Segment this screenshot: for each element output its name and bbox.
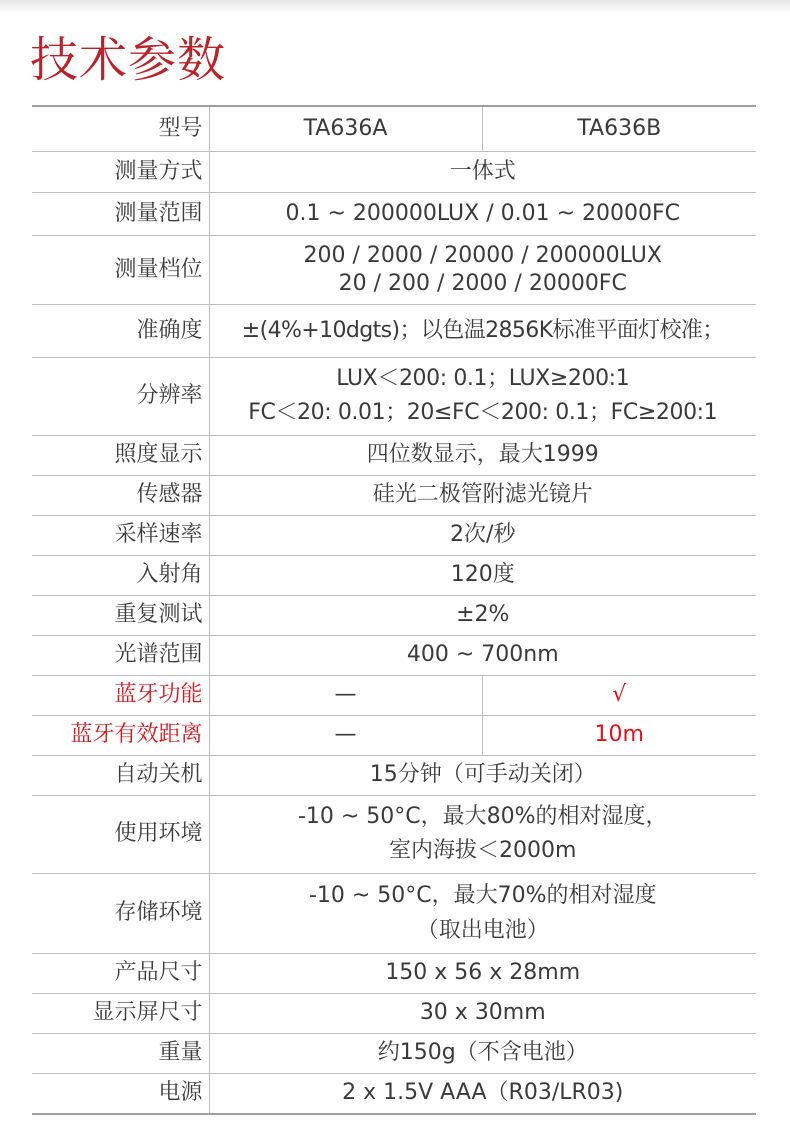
row-value bbox=[209, 357, 756, 435]
row-value: 120度 bbox=[209, 555, 756, 595]
value-line: （取出电池） bbox=[416, 918, 549, 943]
value-line: 20 / 200 / 2000 / 20000FC bbox=[338, 270, 627, 296]
model-a: TA636A bbox=[209, 106, 482, 151]
row-label: 重量 bbox=[32, 1033, 209, 1073]
row-value: 四位数显示，最大1999 bbox=[209, 435, 756, 475]
row-value-b: √ bbox=[482, 675, 756, 715]
model-b: TA636B bbox=[482, 106, 756, 151]
table-row bbox=[32, 304, 756, 357]
row-value-a: — bbox=[209, 715, 482, 755]
table-row bbox=[32, 755, 756, 795]
row-value bbox=[209, 873, 756, 953]
table-row bbox=[32, 235, 756, 304]
row-value-a: — bbox=[209, 675, 482, 715]
row-value bbox=[209, 235, 756, 304]
row-label: 入射角 bbox=[32, 555, 209, 595]
row-label: 重复测试 bbox=[32, 595, 209, 635]
value-line: -10 ~ 50°C，最大80%的相对湿度， bbox=[297, 804, 668, 829]
row-value: ±(4%+10dgts)；以色温2856K标准平面灯校准； bbox=[209, 304, 756, 357]
row-label: 蓝牙有效距离 bbox=[32, 715, 209, 755]
value-line: FC＜20: 0.01；20≤FC＜200: 0.1；FC≥200:1 bbox=[248, 400, 718, 425]
row-label: 采样速率 bbox=[32, 515, 209, 555]
table-row bbox=[32, 993, 756, 1033]
row-label: 光谱范围 bbox=[32, 635, 209, 675]
row-value: 15分钟（可手动关闭） bbox=[209, 755, 756, 795]
spec-table bbox=[32, 105, 756, 1115]
row-label: 准确度 bbox=[32, 304, 209, 357]
table-row bbox=[32, 515, 756, 555]
row-label: 型号 bbox=[32, 106, 209, 151]
value-line: 200 / 2000 / 20000 / 200000LUX bbox=[303, 242, 662, 268]
row-value: 约150g（不含电池） bbox=[209, 1033, 756, 1073]
value-line: LUX＜200: 0.1；LUX≥200:1 bbox=[336, 366, 630, 391]
row-label: 传感器 bbox=[32, 475, 209, 515]
row-value: 硅光二极管附滤光镜片 bbox=[209, 475, 756, 515]
table-row bbox=[32, 635, 756, 675]
row-label: 分辨率 bbox=[32, 357, 209, 435]
table-row bbox=[32, 1033, 756, 1073]
page-title: 技术参数 bbox=[30, 32, 227, 88]
table-row bbox=[32, 715, 756, 755]
row-value: 一体式 bbox=[209, 151, 756, 192]
row-value: 150 x 56 x 28mm bbox=[209, 953, 756, 993]
row-label: 测量方式 bbox=[32, 151, 209, 192]
row-value: 0.1 ~ 200000LUX / 0.01 ~ 20000FC bbox=[209, 192, 756, 235]
row-label: 测量范围 bbox=[32, 192, 209, 235]
row-value: ±2% bbox=[209, 595, 756, 635]
table-row bbox=[32, 675, 756, 715]
row-label: 测量档位 bbox=[32, 235, 209, 304]
value-line: 室内海拔＜2000m bbox=[389, 838, 577, 863]
table-row bbox=[32, 475, 756, 515]
table-row bbox=[32, 435, 756, 475]
row-label: 显示屏尺寸 bbox=[32, 993, 209, 1033]
row-label: 存储环境 bbox=[32, 873, 209, 953]
row-value bbox=[209, 795, 756, 873]
table-row bbox=[32, 106, 756, 151]
table-row bbox=[32, 192, 756, 235]
table-row bbox=[32, 873, 756, 953]
row-label: 蓝牙功能 bbox=[32, 675, 209, 715]
row-value: 400 ~ 700nm bbox=[209, 635, 756, 675]
table-row bbox=[32, 151, 756, 192]
row-value: 2 x 1.5V AAA（R03/LR03) bbox=[209, 1073, 756, 1114]
row-value: 2次/秒 bbox=[209, 515, 756, 555]
row-value: 30 x 30mm bbox=[209, 993, 756, 1033]
row-label: 产品尺寸 bbox=[32, 953, 209, 993]
value-line: -10 ~ 50°C，最大70%的相对湿度 bbox=[308, 883, 657, 908]
row-label: 使用环境 bbox=[32, 795, 209, 873]
top-shadow bbox=[0, 0, 790, 14]
table-row bbox=[32, 357, 756, 435]
row-value-b: 10m bbox=[482, 715, 756, 755]
table-row bbox=[32, 555, 756, 595]
row-label: 照度显示 bbox=[32, 435, 209, 475]
table-row bbox=[32, 1073, 756, 1114]
table-row bbox=[32, 795, 756, 873]
table-row bbox=[32, 953, 756, 993]
row-label: 电源 bbox=[32, 1073, 209, 1114]
table-row bbox=[32, 595, 756, 635]
row-label: 自动关机 bbox=[32, 755, 209, 795]
